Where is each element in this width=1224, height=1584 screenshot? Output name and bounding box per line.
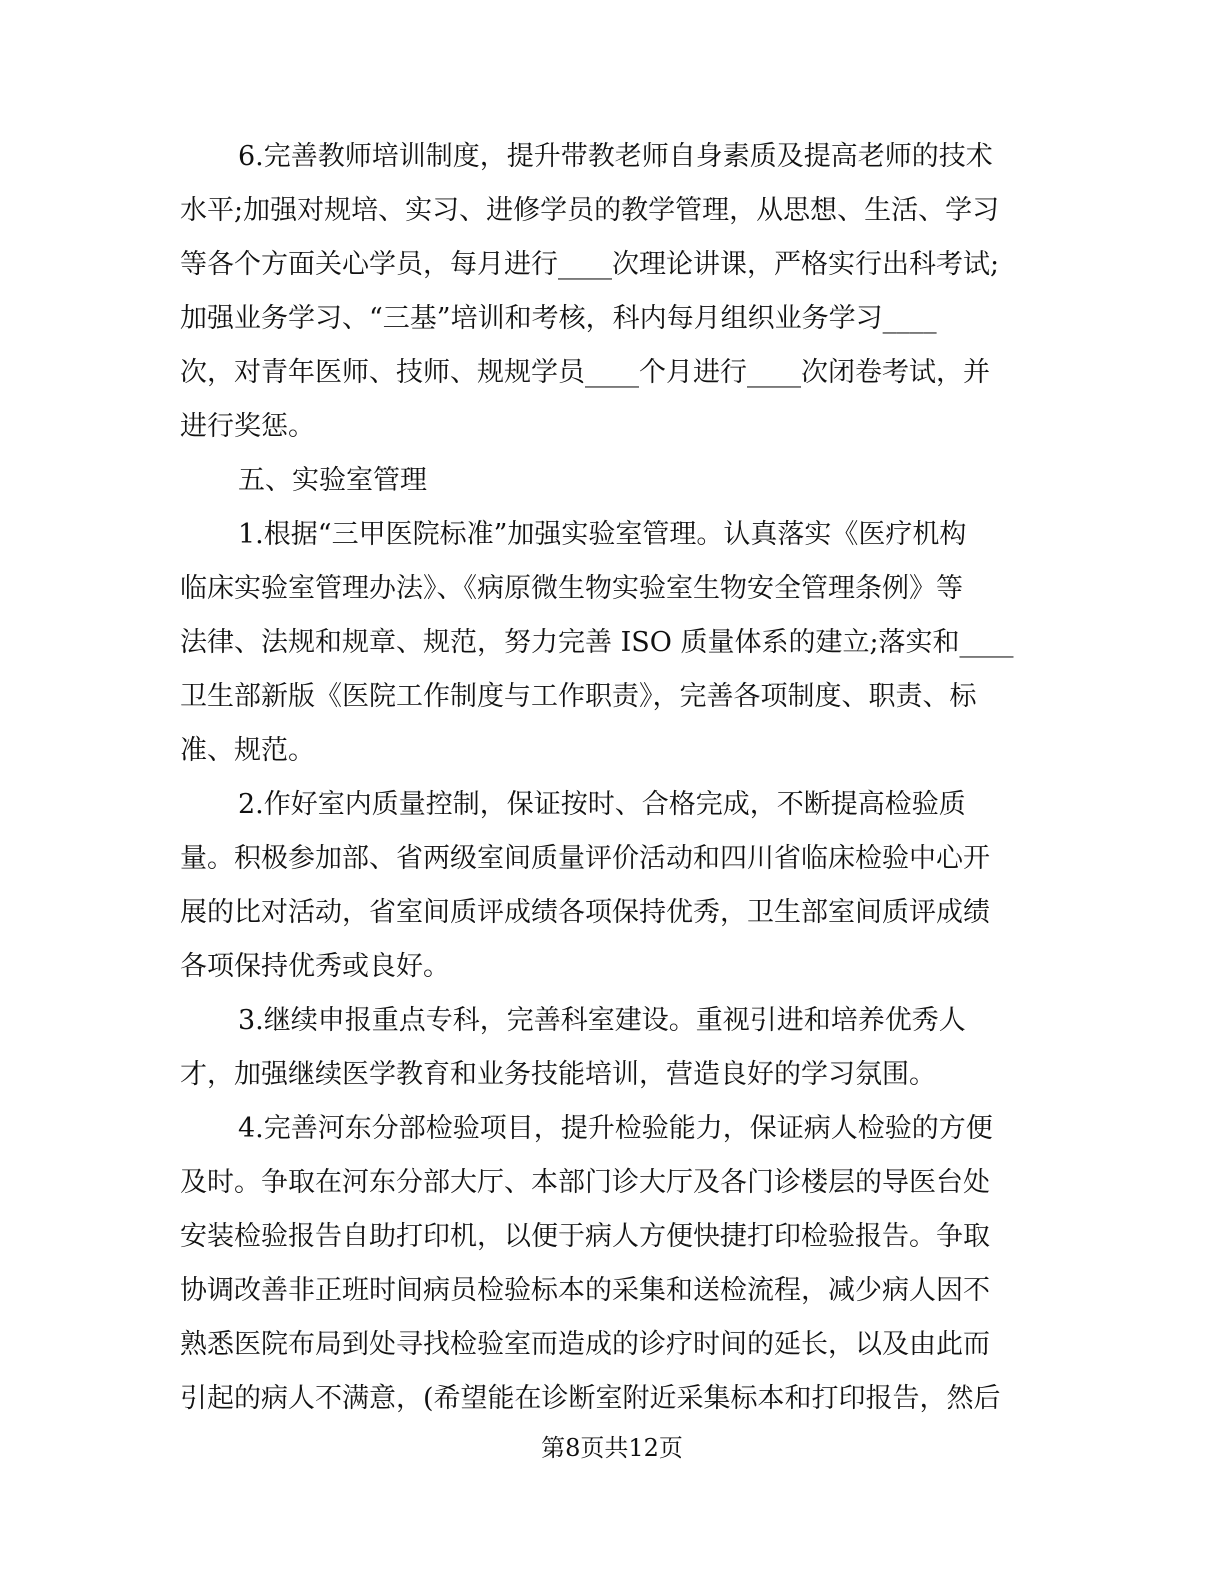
text-line: 水平;加强对规培、实习、进修学员的教学管理，从思想、生活、学习 xyxy=(180,195,1000,226)
paragraph-6-teacher-training xyxy=(180,130,1030,454)
text-line: 进行奖惩。 xyxy=(180,411,315,442)
text-line: 展的比对活动，省室间质评成绩各项保持优秀，卫生部室间质评成绩 xyxy=(180,897,990,928)
text-line: 熟悉医院布局到处寻找检验室而造成的诊疗时间的延长，以及由此而 xyxy=(180,1329,990,1360)
paragraph-2-quality-control xyxy=(180,778,1030,994)
text-line: 准、规范。 xyxy=(180,735,315,766)
section-heading: 五、实验室管理 xyxy=(238,465,427,496)
paragraph-1-lab-standards xyxy=(180,508,1030,778)
text-line: 安装检验报告自助打印机，以便于病人方便快捷打印检验报告。争取 xyxy=(180,1221,990,1252)
text-line: 及时。争取在河东分部大厅、本部门诊大厅及各门诊楼层的导医台处 xyxy=(180,1167,990,1198)
text-line: 临床实验室管理办法》、《病原微生物实验室生物安全管理条例》等 xyxy=(180,573,963,604)
text-line: 才，加强继续医学教育和业务技能培训，营造良好的学习氛围。 xyxy=(180,1059,936,1090)
text-line: 法律、法规和规章、规范，努力完善 ISO 质量体系的建立;落实和____ xyxy=(180,627,1014,658)
text-line: 协调改善非正班时间病员检验标本的采集和送检流程，减少病人因不 xyxy=(180,1275,990,1306)
text-line: 次，对青年医师、技师、规规学员____个月进行____次闭卷考试，并 xyxy=(180,357,990,388)
paragraph-4-hedong-branch xyxy=(180,1102,1030,1426)
text-line: 6.完善教师培训制度，提升带教老师自身素质及提高老师的技术 xyxy=(238,141,993,172)
text-line: 1.根据“三甲医院标准”加强实验室管理。认真落实《医疗机构 xyxy=(238,519,967,550)
text-line: 卫生部新版《医院工作制度与工作职责》，完善各项制度、职责、标 xyxy=(180,681,977,712)
page-number-footer: 第8页共12页 xyxy=(541,1434,683,1462)
text-line: 加强业务学习、“三基”培训和考核，科内每月组织业务学习____ xyxy=(180,303,937,334)
document-body xyxy=(180,130,1030,1426)
text-line: 量。积极参加部、省两级室间质量评价活动和四川省临床检验中心开 xyxy=(180,843,990,874)
section-heading-lab-management xyxy=(180,454,1030,508)
text-line: 3.继续申报重点专科，完善科室建设。重视引进和培养优秀人 xyxy=(238,1005,966,1036)
text-line: 引起的病人不满意，(希望能在诊断室附近采集标本和打印报告，然后 xyxy=(180,1383,1001,1414)
text-line: 4.完善河东分部检验项目，提升检验能力，保证病人检验的方便 xyxy=(238,1113,993,1144)
text-line: 各项保持优秀或良好。 xyxy=(180,951,450,982)
text-line: 2.作好室内质量控制，保证按时、合格完成，不断提高检验质 xyxy=(238,789,966,820)
text-line: 等各个方面关心学员，每月进行____次理论讲课，严格实行出科考试; xyxy=(180,249,1000,280)
paragraph-3-key-specialty xyxy=(180,994,1030,1102)
